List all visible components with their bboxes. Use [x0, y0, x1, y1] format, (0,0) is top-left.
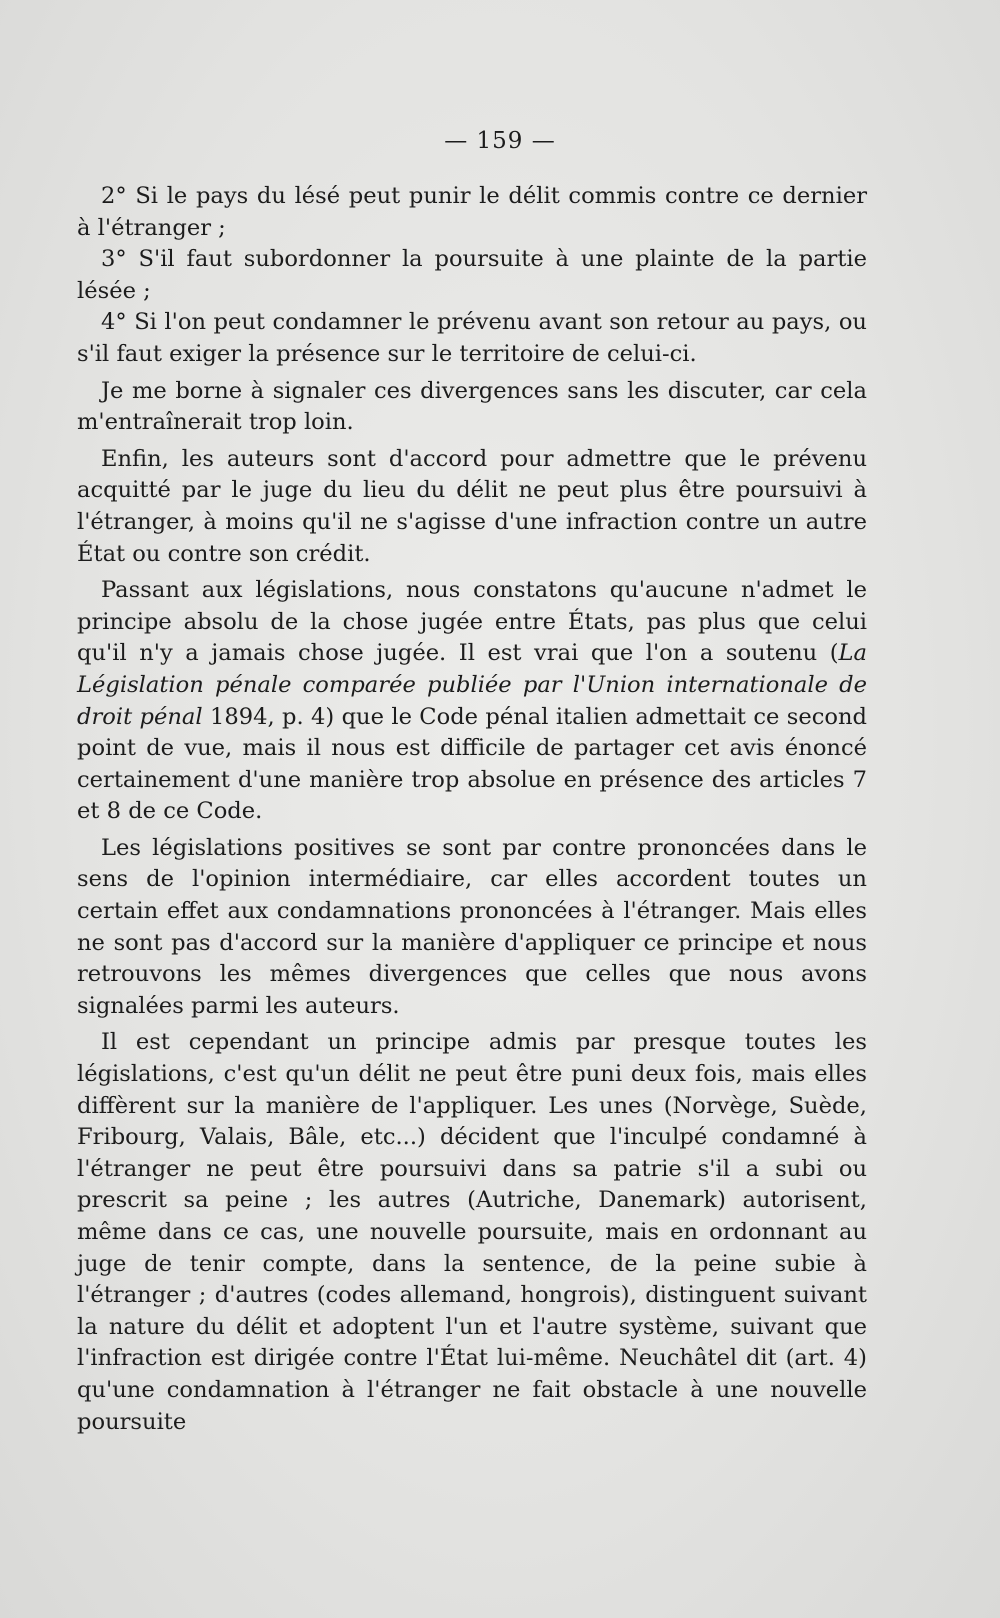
paragraph-legislations: Les législations positives se sont par contre prononcées dans le sens de l'opinion intermédiaire, car elles accordent toutes un certain effet aux condamnations prononcées à l'étranger. Mais elles ne sont pas d'accord sur la manière d'appliquer ce principe et nous retrouvons les mêmes divergences que celles que nous avons signalées parmi les auteurs. — [77, 834, 867, 1019]
passant-text-after: 1894, p. 4) que le Code pénal italien admettait ce second point de vue, mais il nous est difficile de partager cet avis énoncé certainement d'une manière trop absolue en présence des articles 7 et 8 de ce Code. — [77, 703, 867, 825]
paragraph-item-3: 3° S'il faut subordonner la poursuite à une plainte de la partie lésée ; — [77, 246, 867, 304]
paragraph-item-2: 2° Si le pays du lésé peut punir le délit commis contre ce dernier à l'étranger ; — [77, 183, 867, 241]
paragraph-passant — [77, 575, 867, 828]
paragraph-divergences: Je me borne à signaler ces divergences sans les discuter, car cela m'entraînerait trop loin. — [77, 377, 867, 436]
paragraph-enfin: Enfin, les auteurs sont d'accord pour admettre que le prévenu acquitté par le juge du lieu du délit ne peut plus être poursuivi à l'étranger, à moins qu'il ne s'agisse d'une infraction contre un autre État ou contre son crédit. — [77, 445, 867, 567]
citation-title: La Législation pénale comparée publiée par l'Union internationale de droit pénal — [77, 640, 867, 730]
paragraph-item-4: 4° Si l'on peut condamner le prévenu avant son retour au pays, ou s'il faut exiger la présence sur le territoire de celui-ci. — [77, 309, 867, 367]
page-number: — 159 — — [444, 128, 556, 154]
passant-text-before: Passant aux législations, nous constatons qu'aucune n'admet le principe absolu de la chose jugée entre États, pas plus que celui qu'il n'y a jamais chose jugée. Il est vrai que l'on a soutenu ( — [77, 577, 867, 667]
body-text — [77, 181, 867, 1443]
paragraph-principe: Il est cependant un principe admis par presque toutes les législations, c'est qu'un délit ne peut être puni deux fois, mais elles diffèrent sur la manière de l'appliquer. Les unes (Norvège, Suède, Fribourg, Valais, Bâle, etc...) décident que l'inculpé condamné à l'étranger ne peut être poursuivi dans sa patrie s'il a subi ou prescrit sa peine ; les autres (Autriche, Danemark) autorisent, même dans ce cas, une nouvelle poursuite, mais en ordonnant au juge de tenir compte, dans la sentence, de la peine subie à l'étranger ; d'autres (codes allemand, hongrois), distinguent suivant la nature du délit et adoptent l'un et l'autre système, suivant que l'infraction est dirigée contre l'État lui-même. Neuchâtel dit (art. 4) qu'une condamnation à l'étranger ne fait obstacle à une nouvelle poursuite — [77, 1029, 867, 1435]
